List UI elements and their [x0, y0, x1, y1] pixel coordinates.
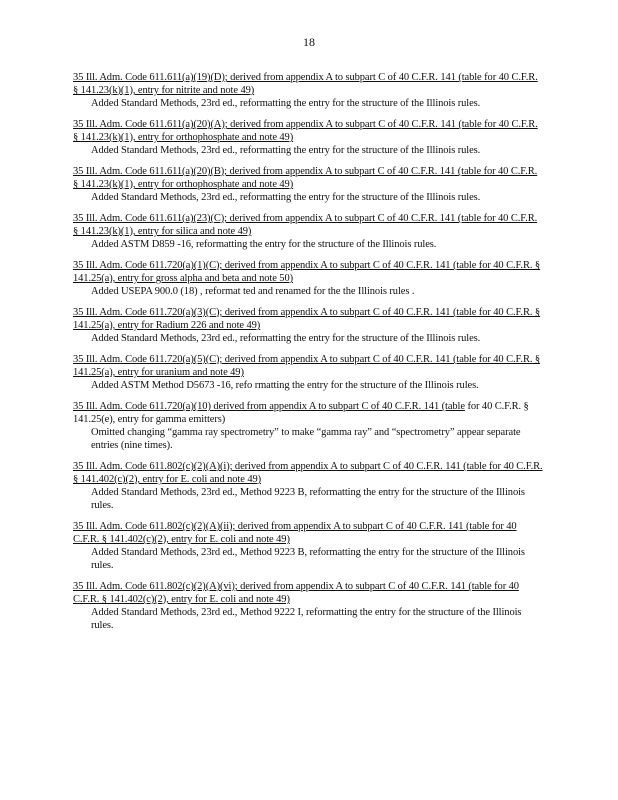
entry: [73, 212, 543, 251]
entry-list: [73, 71, 543, 640]
entry-citation-underlined: 35 Ill. Adm. Code 611.802(c)(2)(A)(vi); derived from appendix A to subpart C of 40 C.F.R. 141 (table for 40 C.F.R. § 141.402(c)(2), entry for E. coli and note 49): [73, 581, 519, 605]
entry-heading: [73, 353, 543, 379]
entry: [73, 306, 543, 345]
entry-heading: [73, 212, 543, 238]
entry: [73, 353, 543, 392]
entry-citation-underlined: 35 Ill. Adm. Code 611.611(a)(20)(B); derived from appendix A to subpart C of 40 C.F.R. 141 (table for 40 C.F.R. § 141.23(k)(1), entry for orthophosphate and note 49): [73, 166, 538, 190]
entry-description: Added Standard Methods, 23rd ed., reformatting the entry for the structure of the Illinois rules.: [91, 192, 481, 203]
entry-description: Added ASTM Method D5673 -16, refo rmatting the entry for the structure of the Illinois rules.: [91, 380, 479, 391]
entry: [73, 520, 543, 572]
entry: [73, 165, 543, 204]
entry-heading: [73, 165, 543, 191]
page-number: 18: [303, 35, 315, 49]
entry-heading: [73, 460, 543, 486]
entry-heading: [73, 520, 543, 546]
entry: [73, 71, 543, 110]
entry-description: Added Standard Methods, 23rd ed., reformatting the entry for the structure of the Illinois rules.: [91, 98, 481, 109]
entry: [73, 259, 543, 298]
entry-heading: [73, 71, 543, 97]
entry-citation-underlined: 35 Ill. Adm. Code 611.720(a)(10) derived from appendix A to subpart C of 40 C.F.R. 141 (table: [73, 401, 465, 412]
entry-description: Added USEPA 900.0 (18) , reformat ted and renamed for the the Illinois rules .: [91, 286, 415, 297]
entry-citation-underlined: 35 Ill. Adm. Code 611.611(a)(19)(D); derived from appendix A to subpart C of 40 C.F.R. 141 (table for 40 C.F.R. § 141.23(k)(1), entry for nitrite and note 49): [73, 72, 538, 96]
entry: [73, 460, 543, 512]
entry-description: Omitted changing “gamma ray spectrometry” to make “gamma ray” and “spectrometry” appear separate entries (nine times).: [91, 427, 521, 451]
entry-description: Added Standard Methods, 23rd ed., Method 9222 I, reformatting the entry for the structure of the Illinois rules.: [91, 607, 522, 631]
entry: [73, 400, 543, 452]
entry: [73, 580, 543, 632]
entry-heading: [73, 306, 543, 332]
entry-citation-plain: for 40 C.F.R. § 141.25(e), entry for gamma emitters): [73, 401, 529, 425]
entry-description: Added Standard Methods, 23rd ed., reformatting the entry for the structure of the Illinois rules.: [91, 333, 481, 344]
entry-citation-underlined: 35 Ill. Adm. Code 611.720(a)(5)(C); derived from appendix A to subpart C of 40 C.F.R. 141 (table for 40 C.F.R. § 141.25(a), entry for uranium and note 49): [73, 354, 541, 378]
entry-description: Added ASTM D859 -16, reformatting the entry for the structure of the Illinois rules.: [91, 239, 437, 250]
entry-citation-underlined: 35 Ill. Adm. Code 611.720(a)(1)(C); derived from appendix A to subpart C of 40 C.F.R. 141 (table for 40 C.F.R. § 141.25(a), entry for gross alpha and beta and note 50): [73, 260, 541, 284]
entry-description: Added Standard Methods, 23rd ed., Method 9223 B, reformatting the entry for the structure of the Illinois rules.: [91, 547, 525, 571]
entry-citation-underlined: 35 Ill. Adm. Code 611.720(a)(3)(C); derived from appendix A to subpart C of 40 C.F.R. 141 (table for 40 C.F.R. § 141.25(a), entry for Radium 226 and note 49): [73, 307, 541, 331]
entry-citation-underlined: 35 Ill. Adm. Code 611.802(c)(2)(A)(i); derived from appendix A to subpart C of 40 C.F.R. 141 (table for 40 C.F.R. § 141.402(c)(2), entry for E. coli and note 49): [73, 461, 543, 485]
entry-description: Added Standard Methods, 23rd ed., reformatting the entry for the structure of the Illinois rules.: [91, 145, 481, 156]
entry-heading: [73, 259, 543, 285]
entry-description: Added Standard Methods, 23rd ed., Method 9223 B, reformatting the entry for the structure of the Illinois rules.: [91, 487, 525, 511]
entry-heading: [73, 580, 543, 606]
entry-citation-underlined: 35 Ill. Adm. Code 611.802(c)(2)(A)(ii); derived from appendix A to subpart C of 40 C.F.R. 141 (table for 40 C.F.R. § 141.402(c)(2), entry for E. coli and note 49): [73, 521, 517, 545]
entry-heading: [73, 400, 543, 426]
entry-citation-underlined: 35 Ill. Adm. Code 611.611(a)(20)(A); derived from appendix A to subpart C of 40 C.F.R. 141 (table for 40 C.F.R. § 141.23(k)(1), entry for orthophosphate and note 49): [73, 119, 538, 143]
entry-heading: [73, 118, 543, 144]
entry-citation-underlined: 35 Ill. Adm. Code 611.611(a)(23)(C); derived from appendix A to subpart C of 40 C.F.R. 141 (table for 40 C.F.R. § 141.23(k)(1), entry for silica and note 49): [73, 213, 538, 237]
entry: [73, 118, 543, 157]
